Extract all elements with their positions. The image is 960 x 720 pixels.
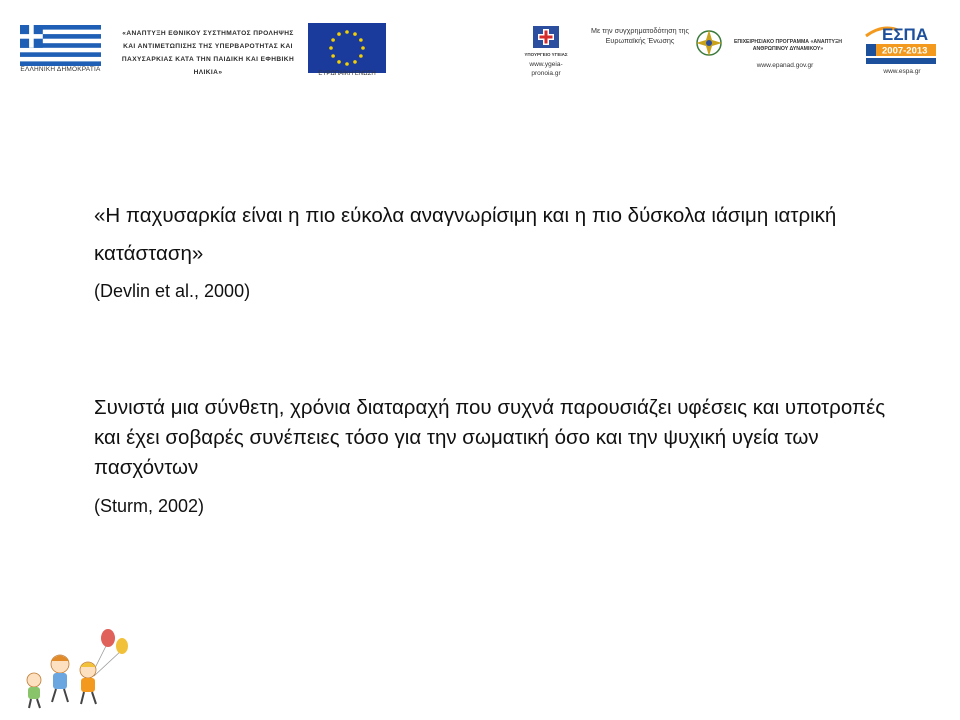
eu-flag-icon bbox=[308, 23, 386, 73]
citation-sturm: (Sturm, 2002) bbox=[94, 496, 205, 516]
espa-years: 2007-2013 bbox=[882, 45, 928, 57]
children-balloons-illustration bbox=[12, 628, 132, 712]
eu-caption: ΕΥΡΩΠΑΪΚΗ ΕΝΩΣΗ bbox=[318, 71, 376, 77]
espa-url[interactable]: www.espa.gr bbox=[883, 68, 921, 75]
opprog-url[interactable]: www.epanad.gov.gr bbox=[756, 62, 814, 69]
project-title: «ΑΝΑΠΤΥΞΗ ΕΘΝΙΚΟΥ ΣΥΣΤΗΜΑΤΟΣ ΠΡΟΛΗΨΗΣ ΚΑΙ ΑΝΤΙΜΕΤΩΠΙΣΗΣ ΤΗΣ ΥΠΕΡΒΑΡΟΤΗΤΑΣ ΚΑΙ ΠΑΧΥΣΑΡΚΙΑΣ ΚΑΤΑ ΤΗΝ ΠΑΙΔΙΚΗ ΚΑΙ ΕΦΗΒΙΚΗ ΗΛΙΚΙΑ» bbox=[121, 30, 295, 76]
cofunding-note: Με την συγχρηματοδότηση της Ευρωπαϊκής Ένωσης bbox=[591, 26, 689, 45]
ministry-name: ΥΠΟΥΡΓΕΙΟ ΥΓΕΙΑΣ bbox=[524, 52, 568, 57]
opprog-title: ΕΠΙΧΕΙΡΗΣΙΑΚΟ ΠΡΟΓΡΑΜΜΑ «ΑΝΑΠΤΥΞΗ ΑΝΘΡΩΠΙΝΟΥ ΔΥΝΑΜΙΚΟΥ» bbox=[733, 39, 843, 52]
citation-devlin: (Devlin et al., 2000) bbox=[94, 281, 251, 301]
espa-name: ΕΣΠΑ bbox=[882, 25, 929, 44]
description-paragraph: Συνιστά μια σύνθετη, χρόνια διαταραχή που συχνά παρουσιάζει υφέσεις και υποτροπές και έχει σοβαρές συνέπειες τόσο για την σωματική όσο και την ψυχική υγεία των πασχόντων bbox=[94, 396, 886, 479]
red-cross-ministry-icon bbox=[530, 24, 562, 52]
flag-caption: ΕΛΛΗΝΙΚΗ ΔΗΜΟΚΡΑΤΙΑ bbox=[20, 66, 101, 73]
compass-star-icon bbox=[694, 28, 724, 58]
greek-flag-icon bbox=[20, 25, 101, 66]
espa-logo bbox=[862, 20, 940, 66]
quote-text: «Η παχυσαρκία είναι η πιο εύκολα αναγνωρίσιμη και η πιο δύσκολα ιάσιμη ιατρική κατάσταση» bbox=[94, 204, 837, 265]
ministry-url[interactable]: www.ygeia-pronoia.gr bbox=[529, 61, 563, 77]
